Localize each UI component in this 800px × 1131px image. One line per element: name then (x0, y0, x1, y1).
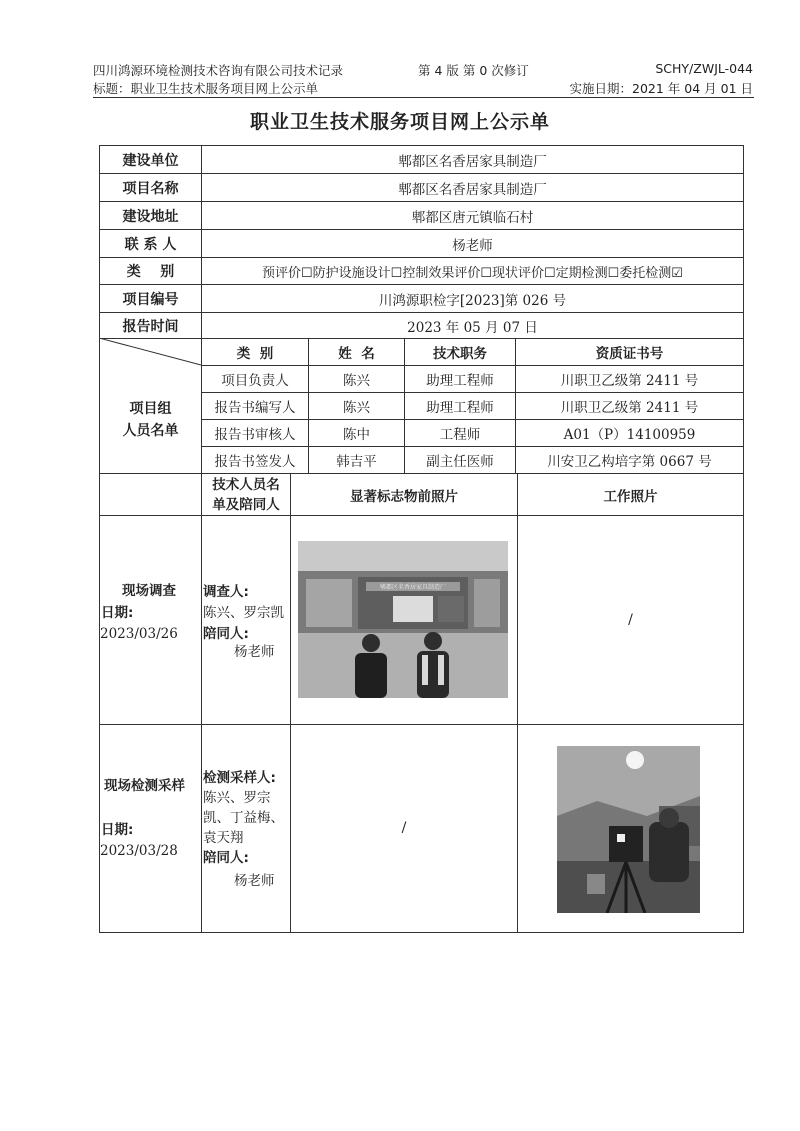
sampler-line-3: 袁天翔 (203, 830, 244, 846)
staff-title: 副主任医师 (426, 454, 494, 470)
staff-header-cert: 资质证书号 (595, 346, 664, 362)
staff-name: 陈兴 (343, 400, 370, 416)
sign-text: 郫都区名香居家具制造厂 (379, 584, 447, 591)
address-label: 建设地址 (122, 208, 179, 225)
work-photo (557, 746, 700, 913)
staff-header-title: 技术职务 (433, 346, 487, 362)
staff-group-label-line1: 项目组 (129, 400, 172, 417)
sampling-date-label: 日期: (101, 822, 134, 838)
unit-label: 建设单位 (122, 152, 179, 169)
investigator-label: 调查人: (203, 584, 249, 600)
survey-escort: 杨老师 (234, 644, 275, 660)
sampling-landmark-placeholder: / (401, 820, 407, 836)
number-value: 川鸿源职检字[2023]第 026 号 (378, 292, 567, 309)
project-value: 郫都区名香居家具制造厂 (398, 181, 547, 198)
sampler-line-1: 陈兴、罗宗 (203, 790, 271, 806)
staff-group-label (100, 366, 201, 473)
staff-role: 项目负责人 (221, 373, 289, 389)
staff-role: 报告书签发人 (214, 454, 296, 470)
category-value: 预评价☐防护设施设计☐控制效果评价☐现状评价☐定期检测☐委托检测☑ (262, 265, 683, 281)
sampling-escort: 杨老师 (234, 873, 275, 889)
header-divider (93, 97, 754, 98)
doc-header-row-1 (93, 61, 753, 77)
sampling-label: 现场检测采样 (104, 778, 185, 794)
landmark-photo (298, 541, 508, 698)
unit-value: 郫都区名香居家具制造厂 (398, 153, 547, 170)
diagonal-slash (99, 338, 202, 366)
photo-col3-header: 工作照片 (603, 488, 658, 505)
sampler-line-2: 凯、丁益梅、 (203, 810, 284, 826)
staff-role: 报告书编写人 (214, 400, 296, 416)
survey-date: 2023/03/26 (100, 626, 178, 642)
effective-date: 实施日期：2021 年 04 月 01 日 (569, 81, 753, 96)
staff-header-name: 姓 名 (338, 346, 375, 362)
company-name: 四川鸿源环境检测技术咨询有限公司技术记录 (93, 63, 344, 78)
staff-cert: 川职卫乙级第 2411 号 (560, 373, 699, 389)
staff-role: 报告书审核人 (214, 427, 296, 443)
sampler-label: 检测采样人: (203, 770, 276, 786)
staff-header-category: 类 别 (236, 346, 274, 362)
survey-label: 现场调查 (122, 583, 176, 599)
survey-date-label: 日期: (101, 605, 134, 621)
time-value: 2023 年 05 月 07 日 (407, 319, 538, 336)
page-title: 职业卫生技术服务项目网上公示单 (249, 111, 550, 133)
staff-cert: 川职卫乙级第 2411 号 (560, 400, 699, 416)
survey-work-photo-placeholder: / (628, 612, 633, 628)
investigator-names: 陈兴、罗宗凯 (203, 605, 284, 621)
staff-cert: A01（P）14100959 (563, 427, 696, 443)
staff-cert: 川安卫乙构培字第 0667 号 (547, 454, 712, 470)
contact-label: 联 系 人 (124, 236, 177, 253)
staff-group-label-line2: 人员名单 (122, 422, 179, 439)
version-text: 第 4 版 第 0 次修订 (418, 63, 529, 78)
time-label: 报告时间 (122, 318, 179, 335)
staff-name: 陈中 (343, 427, 370, 443)
sampling-escort-label: 陪同人: (203, 850, 249, 866)
staff-name: 陈兴 (343, 373, 370, 389)
staff-title: 工程师 (439, 427, 481, 443)
category-label: 类 别 (126, 264, 175, 280)
doc-header-row-2 (93, 79, 753, 95)
doc-subject: 标题：职业卫生技术服务项目网上公示单 (93, 81, 319, 96)
survey-escort-label: 陪同人: (203, 626, 249, 642)
staff-title: 助理工程师 (426, 400, 494, 416)
contact-value: 杨老师 (452, 237, 493, 254)
doc-code: SCHY/ZWJL-044 (655, 61, 753, 76)
sampling-date: 2023/03/28 (100, 843, 178, 859)
photo-col1-header-line1: 技术人员名 (212, 476, 280, 493)
staff-name: 韩吉平 (336, 454, 377, 470)
number-label: 项目编号 (122, 291, 179, 308)
address-value: 郫都区唐元镇临石村 (411, 209, 534, 226)
staff-title: 助理工程师 (426, 373, 494, 389)
photo-col1-header-line2: 单及陪同人 (212, 496, 280, 513)
project-label: 项目名称 (122, 180, 179, 197)
photo-col1-header (202, 474, 290, 515)
photo-col2-header: 显著标志物前照片 (350, 488, 458, 505)
